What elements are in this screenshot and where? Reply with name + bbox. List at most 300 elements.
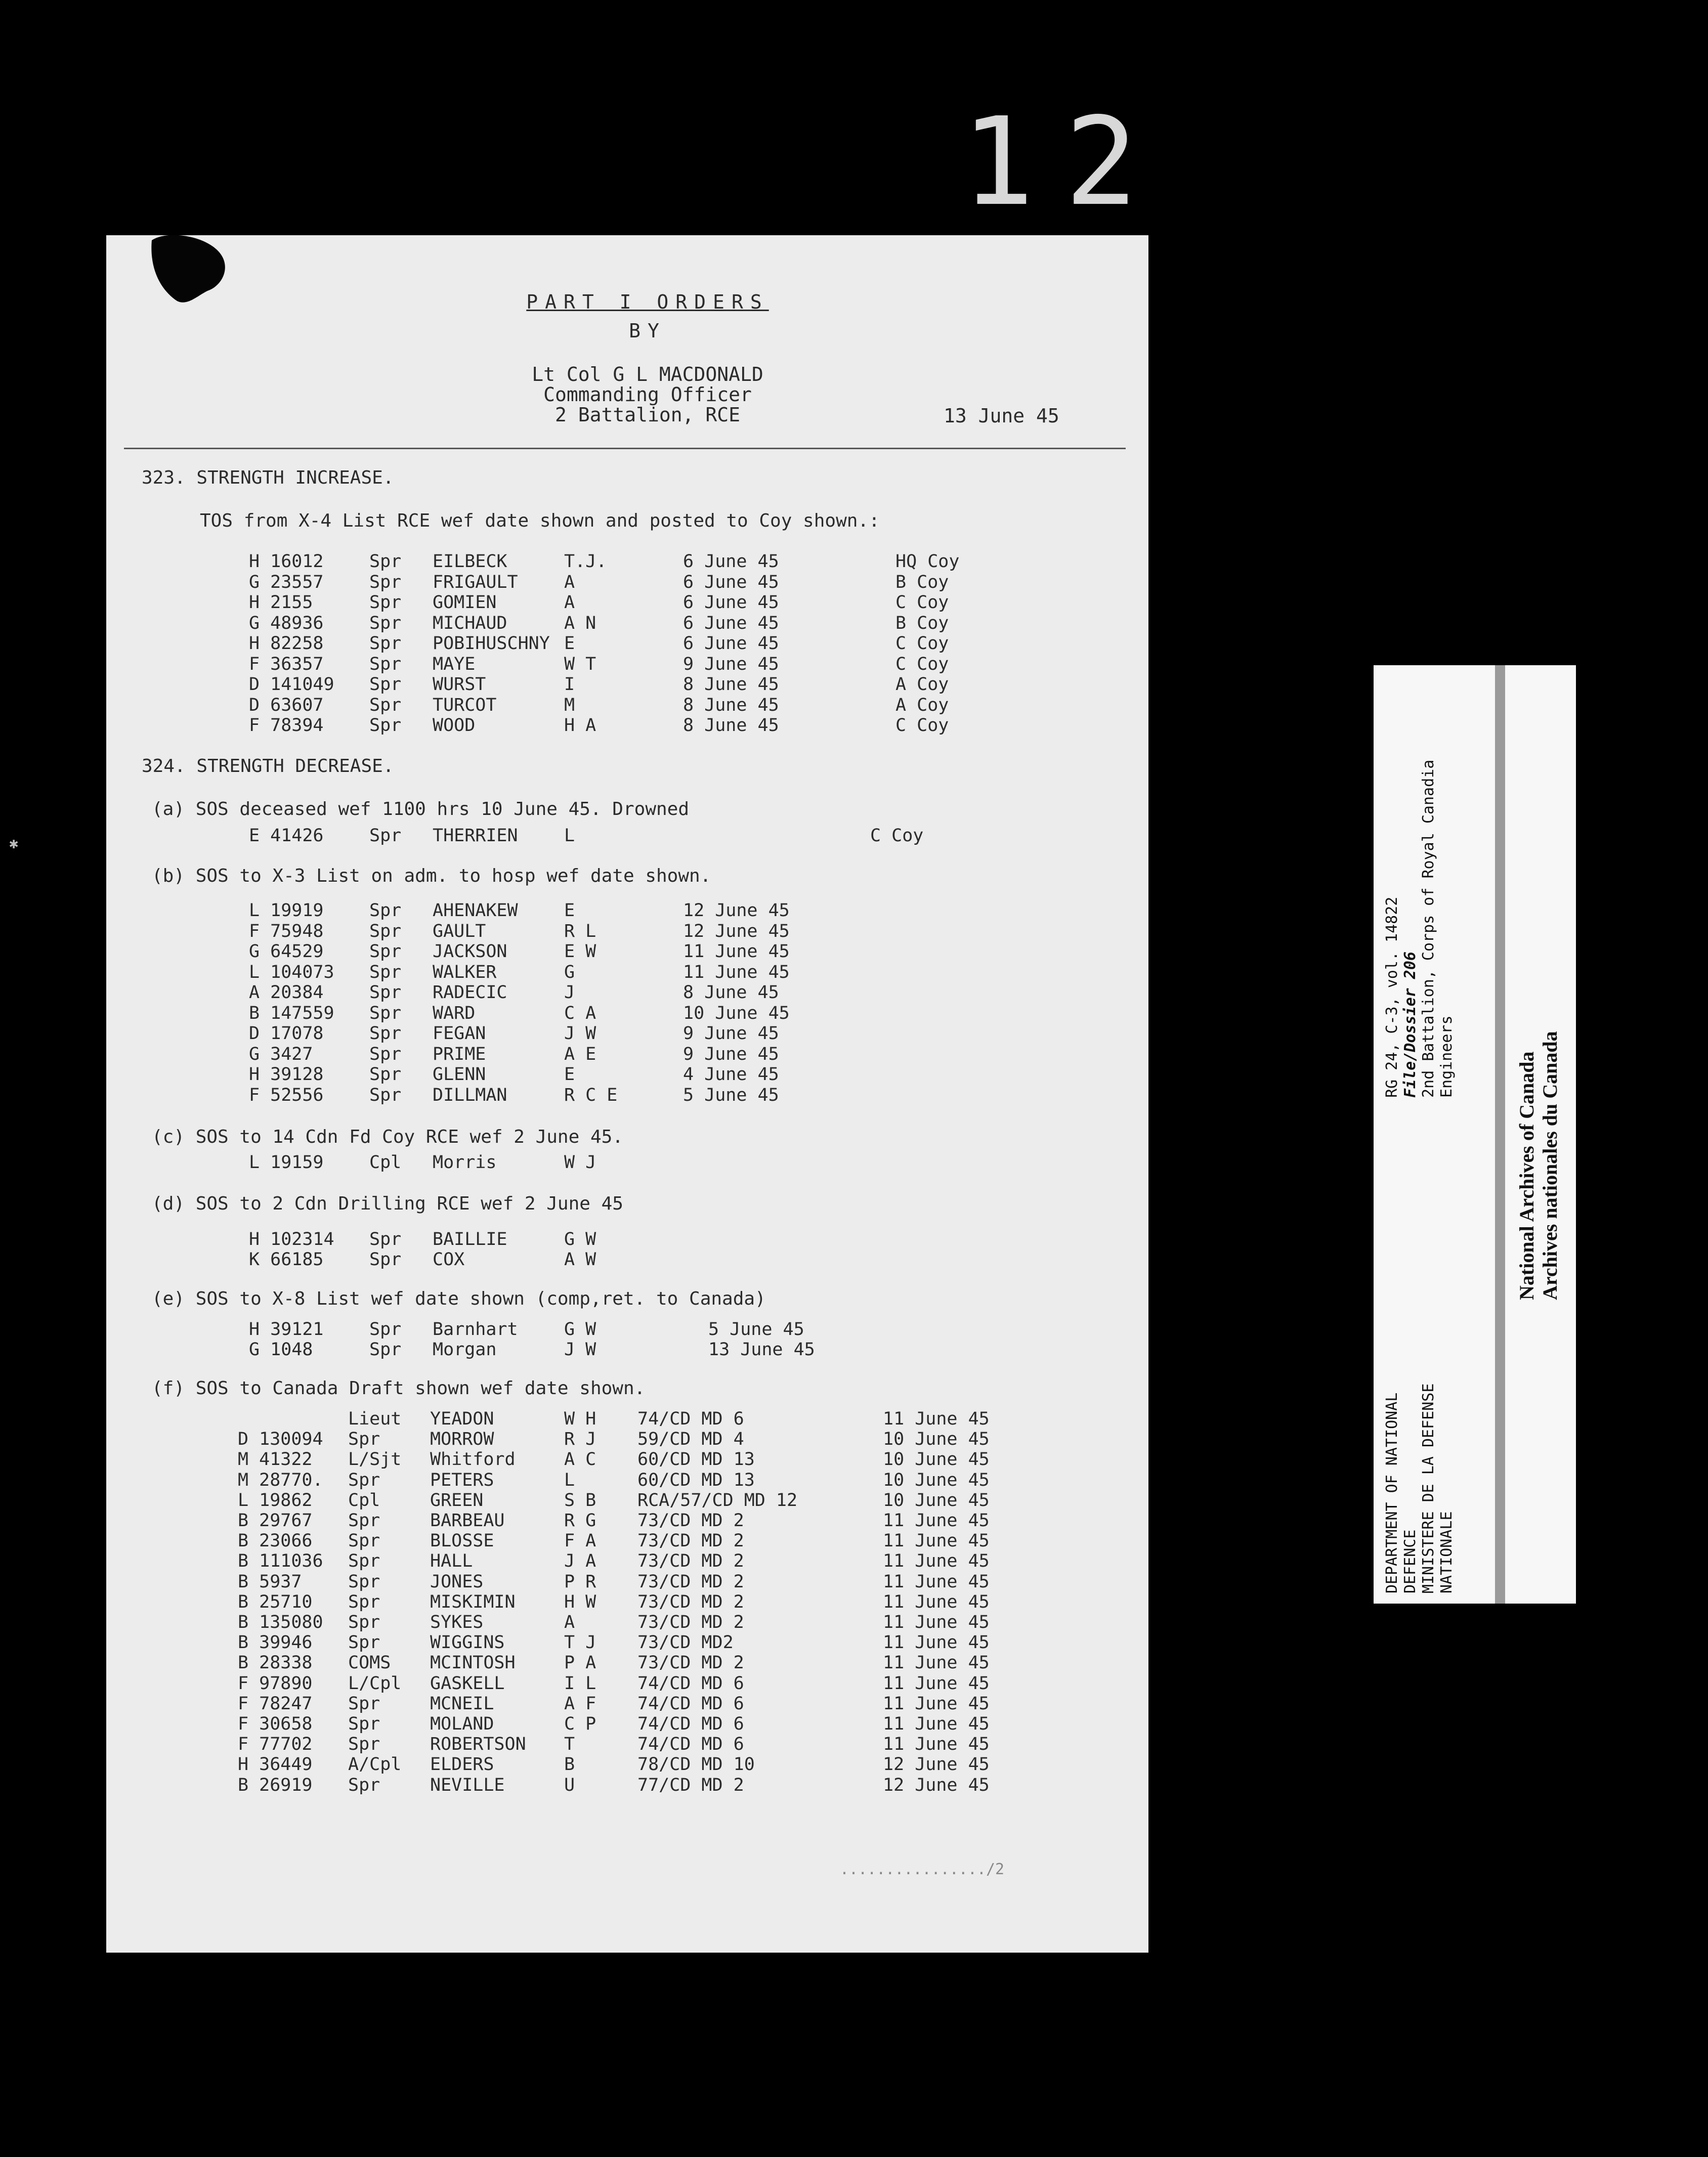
table-row <box>0 826 1143 846</box>
service-number: H 102314 <box>249 1229 334 1249</box>
draft: 73/CD MD 2 <box>637 1531 744 1551</box>
initials: T J <box>564 1632 596 1653</box>
service-number: H 39121 <box>249 1319 324 1340</box>
initials: E <box>564 1064 575 1085</box>
surname: MAYE <box>433 654 476 674</box>
company: C Coy <box>895 633 949 654</box>
service-number: H 16012 <box>249 551 324 572</box>
effective-date: 10 June 45 <box>883 1490 990 1511</box>
document-title: PART I ORDERS <box>526 291 769 313</box>
draft: 74/CD MD 6 <box>637 1734 744 1755</box>
draft: 74/CD MD 6 <box>637 1714 744 1734</box>
service-number: D 17078 <box>249 1023 324 1044</box>
initials: I L <box>564 1673 596 1694</box>
effective-date: 5 June 45 <box>683 1085 779 1105</box>
section-324a-line: (a) SOS deceased wef 1100 hrs 10 June 45. Drowned <box>152 799 690 819</box>
draft: 60/CD MD 13 <box>637 1470 755 1490</box>
rank: Spr <box>369 1023 402 1044</box>
service-number: K 66185 <box>249 1249 324 1270</box>
table-row <box>0 674 1143 695</box>
surname: PRIME <box>433 1044 486 1064</box>
section-324d-line: (d) SOS to 2 Cdn Drilling RCE wef 2 June 45 <box>152 1193 623 1214</box>
service-number: B 135080 <box>238 1612 323 1632</box>
rank: Spr <box>348 1470 380 1490</box>
rank: A/Cpl <box>348 1754 402 1775</box>
effective-date: 11 June 45 <box>683 941 790 962</box>
service-number: B 28338 <box>238 1653 313 1673</box>
table-row <box>0 633 1143 654</box>
table-row <box>0 1152 1143 1173</box>
service-number: G 23557 <box>249 572 324 592</box>
surname: GAULT <box>433 921 486 941</box>
company: B Coy <box>895 572 949 592</box>
section-324c-line: (c) SOS to 14 Cdn Fd Coy RCE wef 2 June 45. <box>152 1127 623 1147</box>
effective-date: 9 June 45 <box>683 654 779 674</box>
draft: 59/CD MD 4 <box>637 1429 744 1450</box>
rank: Spr <box>369 1064 402 1085</box>
initials: S B <box>564 1490 596 1511</box>
draft: 74/CD MD 6 <box>637 1673 744 1694</box>
table-row <box>0 1775 1143 1795</box>
service-number: B 39946 <box>238 1632 313 1653</box>
service-number: L 104073 <box>249 962 334 982</box>
effective-date: 11 June 45 <box>883 1734 990 1755</box>
label-department-3: MINISTERE DE LA DEFENSE <box>1420 1383 1437 1593</box>
initials: W H <box>564 1409 596 1429</box>
initials: G W <box>564 1319 596 1340</box>
effective-date: 11 June 45 <box>883 1551 990 1572</box>
initials: A <box>564 1612 575 1632</box>
rank: Spr <box>369 826 402 846</box>
table-row <box>0 1409 1143 1429</box>
table-row <box>0 1754 1143 1775</box>
table-row <box>0 1673 1143 1694</box>
initials: R L <box>564 921 596 941</box>
initials: H W <box>564 1591 596 1612</box>
table-row <box>0 1551 1143 1571</box>
service-number: B 29767 <box>238 1511 313 1531</box>
effective-date: 6 June 45 <box>683 572 779 592</box>
initials: T.J. <box>564 551 607 572</box>
initials: A W <box>564 1249 596 1270</box>
rank: Cpl <box>348 1490 380 1511</box>
initials: A N <box>564 613 596 633</box>
rank: Spr <box>369 1003 402 1023</box>
rank: Spr <box>369 674 402 695</box>
service-number: B 147559 <box>249 1003 334 1023</box>
surname: MORROW <box>430 1429 494 1450</box>
initials: A F <box>564 1693 596 1714</box>
rank: Cpl <box>369 1152 402 1173</box>
table-row <box>0 1003 1143 1023</box>
effective-date: 11 June 45 <box>883 1714 990 1734</box>
initials: M <box>564 695 575 715</box>
initials: F A <box>564 1531 596 1551</box>
section-324f-line: (f) SOS to Canada Draft shown wef date shown. <box>152 1378 646 1399</box>
service-number: A 20384 <box>249 982 324 1003</box>
service-number: L 19159 <box>249 1152 324 1173</box>
label-institution-en: National Archives of Canada <box>1515 1051 1538 1300</box>
rank: Spr <box>348 1612 380 1632</box>
rank: Spr <box>369 941 402 962</box>
table-row <box>0 1714 1143 1734</box>
service-number: H 2155 <box>249 592 313 613</box>
initials: A C <box>564 1449 596 1470</box>
surname: GASKELL <box>430 1673 505 1694</box>
company: B Coy <box>895 613 949 633</box>
surname: JONES <box>430 1571 484 1592</box>
draft: 73/CD MD 2 <box>637 1591 744 1612</box>
effective-date: 11 June 45 <box>883 1591 990 1612</box>
page-number: 12 <box>961 91 1168 233</box>
effective-date: 11 June 45 <box>883 1673 990 1694</box>
rank: Spr <box>348 1591 380 1612</box>
service-number: B 111036 <box>238 1551 323 1572</box>
table-row <box>0 1340 1143 1360</box>
table-row <box>0 921 1143 941</box>
surname: COX <box>433 1249 465 1270</box>
surname: BLOSSE <box>430 1531 494 1551</box>
section-324b-line: (b) SOS to X-3 List on adm. to hosp wef date shown. <box>152 866 711 886</box>
service-number: F 52556 <box>249 1085 324 1105</box>
effective-date: 12 June 45 <box>683 921 790 941</box>
draft: 74/CD MD 6 <box>637 1409 744 1429</box>
company: C Coy <box>895 715 949 736</box>
table-row <box>0 1511 1143 1531</box>
effective-date: 10 June 45 <box>883 1470 990 1490</box>
rank: Spr <box>369 715 402 736</box>
service-number: D 63607 <box>249 695 324 715</box>
surname: MCINTOSH <box>430 1653 516 1673</box>
table-row <box>0 1085 1143 1105</box>
table-row <box>0 1531 1143 1551</box>
rank: Spr <box>348 1531 380 1551</box>
service-number: F 36357 <box>249 654 324 674</box>
surname: GOMIEN <box>433 592 497 613</box>
surname: GREEN <box>430 1490 484 1511</box>
initials: A E <box>564 1044 596 1064</box>
surname: WIGGINS <box>430 1632 505 1653</box>
effective-date: 11 June 45 <box>883 1511 990 1531</box>
table-row <box>0 962 1143 982</box>
rank: Spr <box>369 633 402 654</box>
service-number: G 1048 <box>249 1340 313 1360</box>
table-row <box>0 1249 1143 1270</box>
effective-date: 11 June 45 <box>883 1653 990 1673</box>
surname: WOOD <box>433 715 476 736</box>
effective-date: 11 June 45 <box>683 962 790 982</box>
table-row <box>0 1572 1143 1592</box>
initials: R J <box>564 1429 596 1450</box>
draft: 78/CD MD 10 <box>637 1754 755 1775</box>
table-row <box>0 1470 1143 1490</box>
effective-date: 6 June 45 <box>683 613 779 633</box>
table-row <box>0 1653 1143 1673</box>
draft: 73/CD MD 2 <box>637 1551 744 1572</box>
table-row <box>0 1429 1143 1449</box>
surname: JACKSON <box>433 941 507 962</box>
initials: L <box>564 826 575 846</box>
initials: L <box>564 1470 575 1490</box>
table-row <box>0 613 1143 633</box>
surname: TURCOT <box>433 695 497 715</box>
service-number: M 28770. <box>238 1470 323 1490</box>
company: C Coy <box>895 654 949 674</box>
section-323-intro: TOS from X-4 List RCE wef date shown and posted to Coy shown.: <box>200 510 880 531</box>
initials: A <box>564 592 575 613</box>
initials: E <box>564 633 575 654</box>
header-rule <box>124 448 1126 449</box>
service-number: F 97890 <box>238 1673 313 1694</box>
table-row <box>0 1592 1143 1612</box>
rank: Spr <box>348 1632 380 1653</box>
table-row <box>0 900 1143 921</box>
surname: FEGAN <box>433 1023 486 1044</box>
surname: Whitford <box>430 1449 516 1470</box>
scan-mark-icon: ✱ <box>9 835 19 852</box>
surname: BARBEAU <box>430 1511 505 1531</box>
initials: P R <box>564 1571 596 1592</box>
label-reference: RG 24, C-3, vol. 14822 <box>1383 896 1401 1098</box>
rank: Spr <box>348 1429 380 1450</box>
service-number: F 30658 <box>238 1714 313 1734</box>
draft: 73/CD MD 2 <box>637 1653 744 1673</box>
surname: WURST <box>433 674 486 695</box>
surname: BAILLIE <box>433 1229 507 1249</box>
surname: THERRIEN <box>433 826 518 846</box>
surname: WALKER <box>433 962 497 982</box>
section-324-heading: 324. STRENGTH DECREASE. <box>142 756 394 776</box>
initials: G <box>564 962 575 982</box>
table-row <box>0 1612 1143 1632</box>
label-department-2: DEFENCE <box>1401 1529 1419 1593</box>
table-row <box>0 1734 1143 1754</box>
service-number: B 5937 <box>238 1571 302 1592</box>
table-row <box>0 1229 1143 1249</box>
table-row <box>0 695 1143 715</box>
table-row <box>0 551 1143 572</box>
service-number: H 39128 <box>249 1064 324 1085</box>
surname: NEVILLE <box>430 1775 505 1795</box>
initials: E <box>564 900 575 921</box>
service-number: E 41426 <box>249 826 324 846</box>
effective-date: 10 June 45 <box>883 1449 990 1470</box>
initials: T <box>564 1734 575 1755</box>
rank: Spr <box>369 551 402 572</box>
service-number: H 82258 <box>249 633 324 654</box>
rank: Spr <box>369 1340 402 1360</box>
rank: Spr <box>369 1044 402 1064</box>
surname: PETERS <box>430 1470 494 1490</box>
initials: J <box>564 982 575 1003</box>
effective-date: 11 June 45 <box>883 1693 990 1714</box>
effective-date: 11 June 45 <box>883 1571 990 1592</box>
rank: Spr <box>369 921 402 941</box>
rank: Spr <box>369 1319 402 1340</box>
company: A Coy <box>895 674 949 695</box>
surname: MICHAUD <box>433 613 507 633</box>
service-number: M 41322 <box>238 1449 313 1470</box>
order-date: 13 June 45 <box>944 405 1059 427</box>
initials: C A <box>564 1003 596 1023</box>
draft: 73/CD MD 2 <box>637 1571 744 1592</box>
effective-date: 9 June 45 <box>683 1044 779 1064</box>
rank: Spr <box>369 1229 402 1249</box>
table-row <box>0 592 1143 613</box>
initials: U <box>564 1775 575 1795</box>
effective-date: 8 June 45 <box>683 982 779 1003</box>
initials: J A <box>564 1551 596 1572</box>
table-row <box>0 1044 1143 1064</box>
draft: RCA/57/CD MD 12 <box>637 1490 798 1511</box>
service-number: G 64529 <box>249 941 324 962</box>
archive-label <box>1374 665 1576 1604</box>
effective-date: 6 June 45 <box>683 633 779 654</box>
draft: 60/CD MD 13 <box>637 1449 755 1470</box>
effective-date: 8 June 45 <box>683 715 779 736</box>
label-department-4: NATIONALE <box>1438 1511 1456 1593</box>
service-number: L 19919 <box>249 900 324 921</box>
table-row <box>0 654 1143 674</box>
initials: W J <box>564 1152 596 1173</box>
company: A Coy <box>895 695 949 715</box>
surname: POBIHUSCHNY <box>433 633 550 654</box>
effective-date: 12 June 45 <box>883 1775 990 1795</box>
draft: 73/CD MD 2 <box>637 1511 744 1531</box>
rank: Spr <box>369 695 402 715</box>
rank: Spr <box>348 1571 380 1592</box>
rank: L/Sjt <box>348 1449 402 1470</box>
table-row <box>0 715 1143 736</box>
rank: Spr <box>369 592 402 613</box>
service-number: B 25710 <box>238 1591 313 1612</box>
service-number: H 36449 <box>238 1754 313 1775</box>
effective-date: 9 June 45 <box>683 1023 779 1044</box>
initials: J W <box>564 1340 596 1360</box>
effective-date: 6 June 45 <box>683 551 779 572</box>
company: HQ Coy <box>895 551 960 572</box>
table-row <box>0 941 1143 962</box>
initials: R G <box>564 1511 596 1531</box>
effective-date: 8 June 45 <box>683 695 779 715</box>
effective-date: 8 June 45 <box>683 674 779 695</box>
rank: Spr <box>369 900 402 921</box>
effective-date: 12 June 45 <box>683 900 790 921</box>
label-file: File/Dossier 206 <box>1401 952 1419 1098</box>
surname: MISKIMIN <box>430 1591 516 1612</box>
draft: 73/CD MD2 <box>637 1632 734 1653</box>
initials: I <box>564 674 575 695</box>
surname: DILLMAN <box>433 1085 507 1105</box>
service-number: B 23066 <box>238 1531 313 1551</box>
rank: Spr <box>348 1551 380 1572</box>
table-row <box>0 1023 1143 1044</box>
rank: Spr <box>348 1734 380 1755</box>
officer-name: Lt Col G L MACDONALD <box>532 363 763 385</box>
effective-date: 11 June 45 <box>883 1632 990 1653</box>
table-row <box>0 1449 1143 1470</box>
draft: 77/CD MD 2 <box>637 1775 744 1795</box>
table-row <box>0 1632 1143 1653</box>
table-row <box>0 982 1143 1003</box>
initials: G W <box>564 1229 596 1249</box>
surname: RADECIC <box>433 982 507 1003</box>
rank: Spr <box>369 1085 402 1105</box>
effective-date: 10 June 45 <box>683 1003 790 1023</box>
company: C Coy <box>870 826 924 846</box>
rank: Spr <box>348 1775 380 1795</box>
effective-date: 5 June 45 <box>708 1319 804 1340</box>
service-number: G 3427 <box>249 1044 313 1064</box>
label-institution-fr: Archives nationales du Canada <box>1539 1031 1561 1300</box>
table-row <box>0 1694 1143 1714</box>
initials: A <box>564 572 575 592</box>
surname: SYKES <box>430 1612 484 1632</box>
rank: Lieut <box>348 1409 402 1429</box>
initials: B <box>564 1754 575 1775</box>
service-number: B 26919 <box>238 1775 313 1795</box>
surname: EILBECK <box>433 551 507 572</box>
officer-role: Commanding Officer <box>543 383 752 406</box>
service-number: G 48936 <box>249 613 324 633</box>
service-number: F 78394 <box>249 715 324 736</box>
effective-date: 10 June 45 <box>883 1429 990 1450</box>
continuation-marker: ................/2 <box>840 1861 1005 1878</box>
service-number: F 78247 <box>238 1693 313 1714</box>
section-323-heading: 323. STRENGTH INCREASE. <box>142 467 394 488</box>
draft: 73/CD MD 2 <box>637 1612 744 1632</box>
surname: AHENAKEW <box>433 900 518 921</box>
rank: COMS <box>348 1653 391 1673</box>
punch-hole-mark <box>147 230 233 316</box>
effective-date: 13 June 45 <box>708 1340 815 1360</box>
initials: W T <box>564 654 596 674</box>
label-department-1: DEPARTMENT OF NATIONAL <box>1383 1392 1401 1593</box>
document-by: BY <box>629 320 666 342</box>
effective-date: 11 June 45 <box>883 1531 990 1551</box>
rank: Spr <box>369 572 402 592</box>
effective-date: 6 June 45 <box>683 592 779 613</box>
initials: C P <box>564 1714 596 1734</box>
service-number: D 130094 <box>238 1429 323 1450</box>
rank: Spr <box>348 1511 380 1531</box>
surname: MOLAND <box>430 1714 494 1734</box>
initials: J W <box>564 1023 596 1044</box>
rank: Spr <box>348 1693 380 1714</box>
surname: WARD <box>433 1003 476 1023</box>
surname: Barnhart <box>433 1319 518 1340</box>
rank: L/Cpl <box>348 1673 402 1694</box>
service-number: F 77702 <box>238 1734 313 1755</box>
surname: GLENN <box>433 1064 486 1085</box>
initials: E W <box>564 941 596 962</box>
surname: YEADON <box>430 1409 494 1429</box>
table-row <box>0 1490 1143 1511</box>
label-unit-1: 2nd Battalion, Corps of Royal Canadia <box>1420 759 1437 1098</box>
surname: HALL <box>430 1551 473 1572</box>
rank: Spr <box>369 1249 402 1270</box>
surname: Morgan <box>433 1340 497 1360</box>
rank: Spr <box>348 1714 380 1734</box>
surname: Morris <box>433 1152 497 1173</box>
initials: P A <box>564 1653 596 1673</box>
table-row <box>0 1319 1143 1340</box>
section-324e-line: (e) SOS to X-8 List wef date shown (comp,ret. to Canada) <box>152 1288 766 1309</box>
label-unit-2: Engineers <box>1438 1015 1456 1098</box>
surname: ROBERTSON <box>430 1734 526 1755</box>
surname: FRIGAULT <box>433 572 518 592</box>
surname: MCNEIL <box>430 1693 494 1714</box>
